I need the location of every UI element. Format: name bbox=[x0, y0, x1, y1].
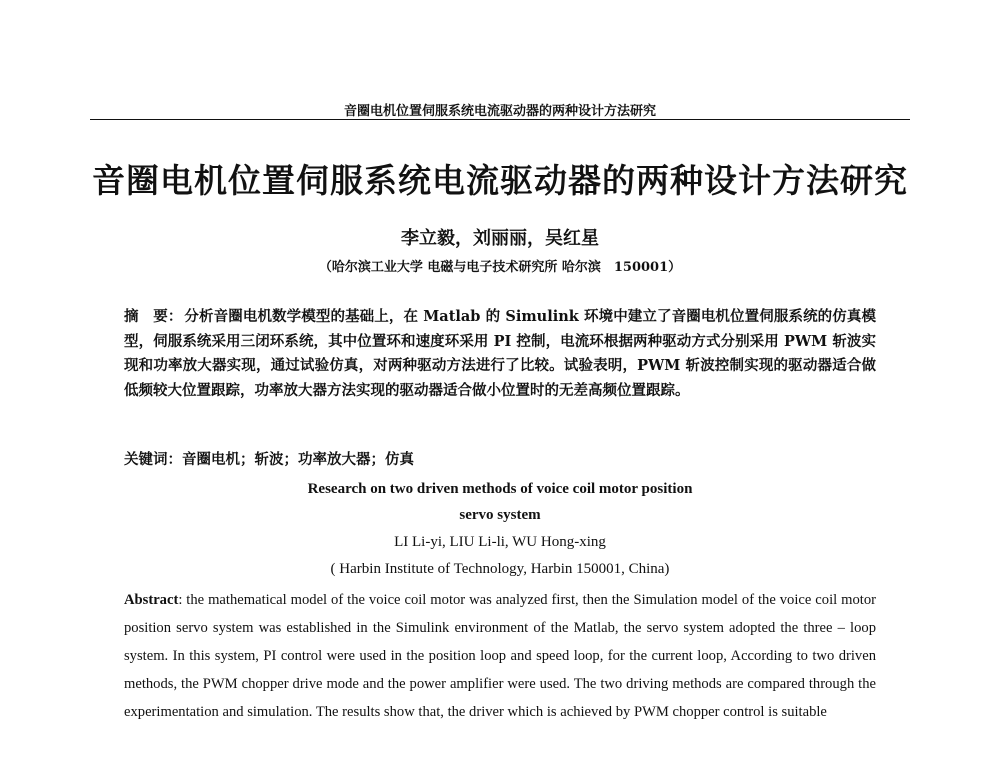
abstract-cn-label: 摘 要： bbox=[124, 308, 183, 325]
paper-title: 音圈电机位置伺服系统电流驱动器的两种设计方法研究 bbox=[92, 161, 908, 200]
abstract-en-text: : the mathematical model of the voice coil motor was analyzed first, then the Simulation model of the voice coil motor position servo system was established in the Simulink environment of the Matlab, the servo system adopted the three – loop system. In this system, PI control were used in the position loop and speed loop, for the current loop, According to two driven methods, the PWM chopper drive mode and the power amplifier were used. The two driving methods are compared through the experimentation and simulation. The results show that, the driver which is achieved by PWM chopper control is suitable bbox=[124, 592, 876, 720]
title-en-line1: Research on two driven methods of voice coil motor position bbox=[307, 481, 693, 497]
title-en-line2: servo system bbox=[459, 507, 541, 523]
running-header: 音圈电机位置伺服系统电流驱动器的两种设计方法研究 bbox=[343, 104, 656, 119]
keywords-cn-label: 关键词： bbox=[124, 451, 182, 468]
authors-cn: 李立毅，刘丽丽，吴红星 bbox=[401, 228, 599, 249]
abstract-cn bbox=[124, 305, 876, 403]
keywords-cn-text: 音圈电机；斩波；功率放大器；仿真 bbox=[182, 451, 414, 468]
affiliation-cn: （哈尔滨工业大学 电磁与电子技术研究所 哈尔滨 150001） bbox=[318, 260, 682, 275]
abstract-cn-text: 分析音圈电机数学模型的基础上，在 Matlab 的 Simulink 环境中建立了音圈电机位置伺服系统的仿真模型，伺服系统采用三闭环系统，其中位置环和速度环采用 PI 控制，电流环根据两种驱动方式分别采用 PWM 斩波实现和功率放大器实现，通过试验仿真，对两种驱动方法进行了比较。试验表明，PWM 斩波控制实现的驱动器适合做低频较大位置跟踪，功率放大器方法实现的驱动器适合做小位置时的无差高频位置跟踪。 bbox=[124, 308, 876, 399]
header-rule bbox=[90, 119, 910, 120]
affiliation-en: ( Harbin Institute of Technology, Harbin 150001, China) bbox=[330, 561, 670, 577]
abstract-en-label: Abstract bbox=[124, 592, 179, 608]
keywords-cn bbox=[124, 448, 876, 469]
abstract-en bbox=[124, 586, 876, 726]
title-en bbox=[0, 476, 1000, 528]
authors-en: LI Li-yi, LIU Li-li, WU Hong-xing bbox=[394, 534, 606, 550]
